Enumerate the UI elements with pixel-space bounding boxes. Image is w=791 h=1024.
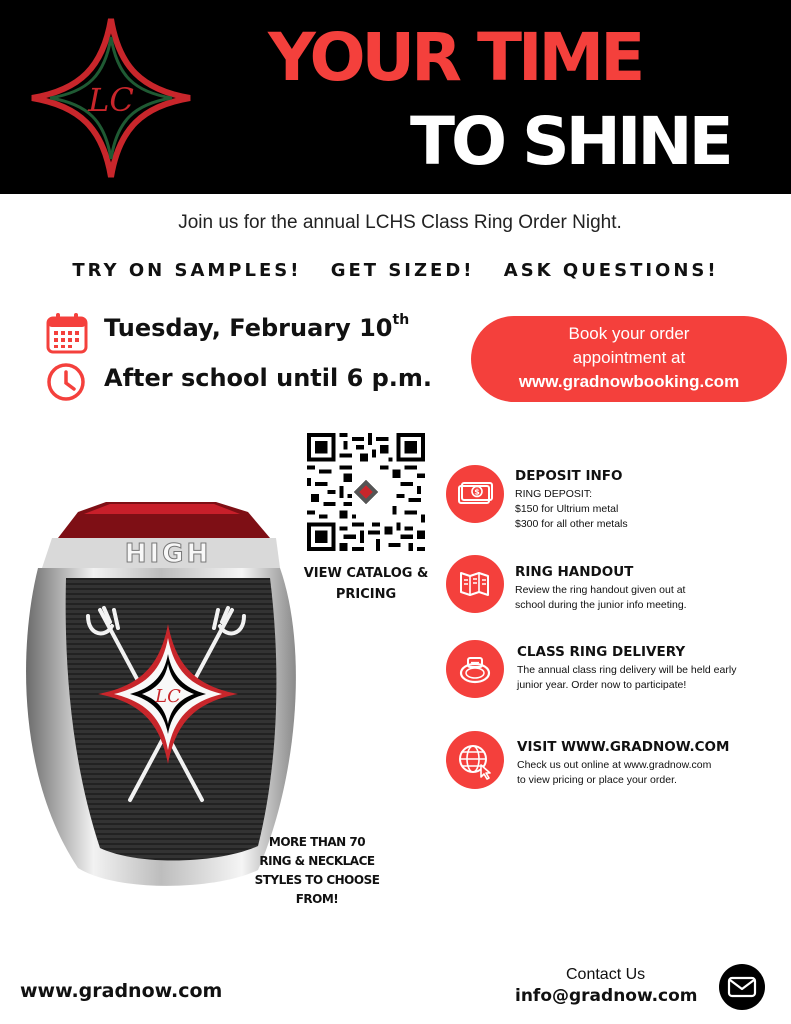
tagline-questions: ASK QUESTIONS! (503, 260, 719, 281)
school-logo (28, 15, 194, 181)
tagline-sized: GET SIZED! (330, 260, 475, 281)
ring-handout-title: RING HANDOUT (515, 564, 634, 580)
qr-caption: VIEW CATALOG & PRICING (303, 566, 429, 602)
tagline-row (0, 260, 791, 281)
headline-line-2: TO SHINE (410, 103, 730, 180)
qr-code[interactable] (307, 433, 425, 551)
visit-website-title: VISIT WWW.GRADNOW.COM (517, 739, 730, 755)
booking-line-2: appointment at (572, 348, 686, 367)
booking-line-1: Book your order (568, 324, 690, 343)
ring-delivery-body: The annual class ring delivery will be held early junior year. Order now to participate! (517, 664, 737, 691)
visit-website-body: Check us out online at www.gradnow.com to view pricing or place your order. (517, 759, 712, 786)
intro-text: Join us for the annual LCHS Class Ring Order Night. (178, 212, 622, 233)
money-icon (446, 465, 504, 523)
ring-handout-body: Review the ring handout given out at school during the junior info meeting. (515, 584, 687, 611)
clock-icon (46, 362, 86, 402)
contact-label: Contact Us (566, 966, 646, 983)
globe-icon (446, 731, 504, 789)
event-date: Tuesday, February 10th (104, 312, 410, 342)
ring-icon (446, 640, 504, 698)
logo-letters: LC (88, 81, 134, 119)
tagline-samples: TRY ON SAMPLES! (72, 260, 302, 281)
svg-text:$: $ (474, 487, 480, 497)
booking-url[interactable]: www.gradnowbooking.com (518, 372, 740, 391)
envelope-icon[interactable] (719, 964, 765, 1010)
ring-seal-letters: LC (155, 686, 181, 707)
styles-note: MORE THAN 70 RING & NECKLACE STYLES TO CHOOSE FROM! (254, 835, 380, 906)
deposit-info-title: DEPOSIT INFO (515, 468, 623, 484)
ring-top-text: HIGH (124, 539, 212, 569)
booking-callout[interactable] (471, 316, 787, 402)
event-time: After school until 6 p.m. (104, 364, 433, 392)
calendar-icon (46, 312, 88, 354)
ring-delivery-title: CLASS RING DELIVERY (517, 644, 686, 660)
headline-line-1: YOUR TIME (268, 19, 642, 96)
brochure-icon (446, 555, 504, 613)
class-ring-image (18, 498, 300, 888)
deposit-info-body: RING DEPOSIT: $150 for Ultrium metal $300 for all other metals (515, 488, 628, 530)
contact-email-link[interactable]: info@gradnow.com (515, 986, 698, 1006)
footer-website-link[interactable]: www.gradnow.com (20, 980, 223, 1002)
